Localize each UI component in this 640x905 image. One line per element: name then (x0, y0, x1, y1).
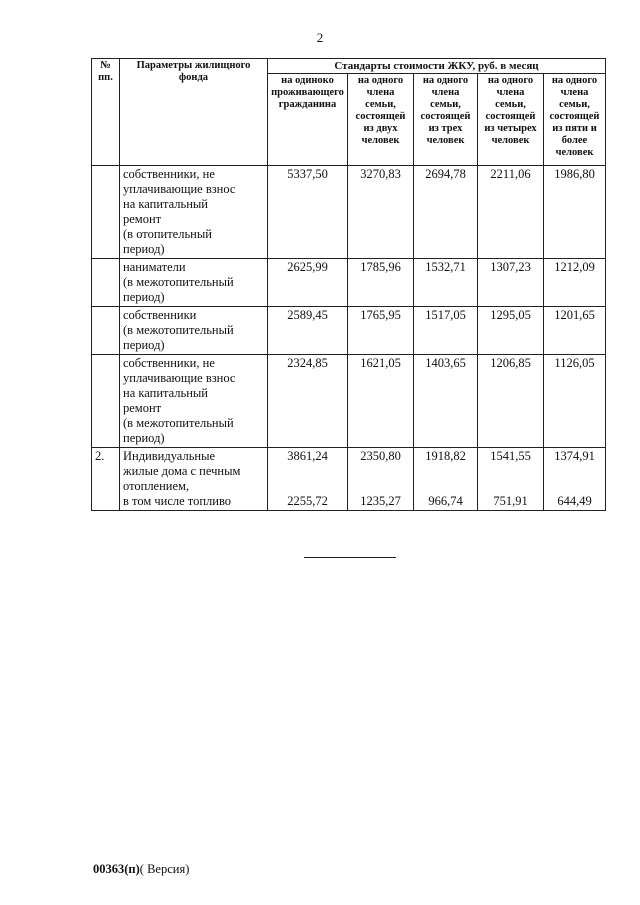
fuel-value: 966,74 (428, 494, 463, 508)
fuel-value: 751,91 (493, 494, 528, 508)
document-code (93, 862, 189, 877)
header-col-1: на одиноко проживающего гражданина (268, 74, 348, 166)
header-num: № пп. (92, 59, 120, 166)
table-row (92, 448, 606, 511)
param-line: ремонт (123, 401, 162, 415)
row-param (120, 259, 268, 307)
value-cell: 5337,50 (268, 166, 348, 259)
table-header-row (92, 59, 606, 74)
value-cell: 1201,65 (544, 307, 606, 355)
value-cell (268, 448, 348, 511)
fuel-value: 1235,27 (360, 494, 401, 508)
value-cell: 1621,05 (348, 355, 414, 448)
total-value: 1374,91 (554, 449, 595, 463)
table-row (92, 166, 606, 259)
housing-cost-standards-table (91, 58, 606, 511)
end-rule (304, 557, 396, 558)
param-line: период) (123, 242, 165, 256)
value-cell: 3270,83 (348, 166, 414, 259)
row-param (120, 307, 268, 355)
param-line: период) (123, 338, 165, 352)
param-line: наниматели (123, 260, 186, 274)
value-cell (544, 448, 606, 511)
document-code-suffix: ( Версия) (139, 862, 190, 876)
value-cell: 2211,06 (478, 166, 544, 259)
fuel-value: 644,49 (557, 494, 592, 508)
value-cell: 1307,23 (478, 259, 544, 307)
page-number: 2 (316, 30, 324, 45)
row-num: 2. (92, 448, 120, 511)
value-cell: 1206,85 (478, 355, 544, 448)
param-line: на капитальный (123, 197, 208, 211)
param-line: Индивидуальные (123, 449, 216, 463)
param-line: жилые дома с печным (123, 464, 241, 478)
total-value: 1918,82 (425, 449, 466, 463)
param-line: собственники (123, 308, 197, 322)
value-cell: 2324,85 (268, 355, 348, 448)
total-value: 3861,24 (287, 449, 328, 463)
header-col-5: на одного члена семьи, состоящей из пяти и более человек (544, 74, 606, 166)
param-line: период) (123, 290, 165, 304)
value-cell: 1986,80 (544, 166, 606, 259)
value-cell (414, 448, 478, 511)
value-cell: 1785,96 (348, 259, 414, 307)
value-cell: 1532,71 (414, 259, 478, 307)
param-line: ремонт (123, 212, 162, 226)
row-param (120, 355, 268, 448)
param-line: (в межотопительный (123, 416, 234, 430)
param-line: собственники, не (123, 356, 215, 370)
param-line: на капитальный (123, 386, 208, 400)
header-col-3: на одного члена семьи, состоящей из трех человек (414, 74, 478, 166)
document-code-number: 00363(п) (93, 862, 140, 876)
value-cell: 2589,45 (268, 307, 348, 355)
fuel-value: 2255,72 (287, 494, 328, 508)
table-row (92, 259, 606, 307)
param-line: собственники, не (123, 167, 215, 181)
value-cell: 1126,05 (544, 355, 606, 448)
row-num (92, 166, 120, 259)
param-line: (в межотопительный (123, 323, 234, 337)
value-cell: 1295,05 (478, 307, 544, 355)
total-value: 2350,80 (360, 449, 401, 463)
param-line: в том числе топливо (123, 494, 232, 508)
value-cell: 1517,05 (414, 307, 478, 355)
param-line: уплачивающие взнос (123, 182, 236, 196)
table-row (92, 307, 606, 355)
row-num (92, 307, 120, 355)
row-param (120, 166, 268, 259)
param-line: период) (123, 431, 165, 445)
header-params: Параметры жилищного фонда (120, 59, 268, 166)
value-cell (478, 448, 544, 511)
value-cell (348, 448, 414, 511)
row-num (92, 259, 120, 307)
row-num (92, 355, 120, 448)
table-row (92, 355, 606, 448)
value-cell: 1212,09 (544, 259, 606, 307)
param-line: отоплением, (123, 479, 190, 493)
header-group: Стандарты стоимости ЖКУ, руб. в месяц (268, 59, 606, 74)
value-cell: 2625,99 (268, 259, 348, 307)
value-cell: 1403,65 (414, 355, 478, 448)
param-line: (в отопительный (123, 227, 212, 241)
param-line: уплачивающие взнос (123, 371, 236, 385)
header-col-4: на одного члена семьи, состоящей из четырех человек (478, 74, 544, 166)
header-col-2: на одного члена семьи, состоящей из двух человек (348, 74, 414, 166)
param-line: (в межотопительный (123, 275, 234, 289)
total-value: 1541,55 (490, 449, 531, 463)
value-cell: 1765,95 (348, 307, 414, 355)
value-cell: 2694,78 (414, 166, 478, 259)
row-param (120, 448, 268, 511)
